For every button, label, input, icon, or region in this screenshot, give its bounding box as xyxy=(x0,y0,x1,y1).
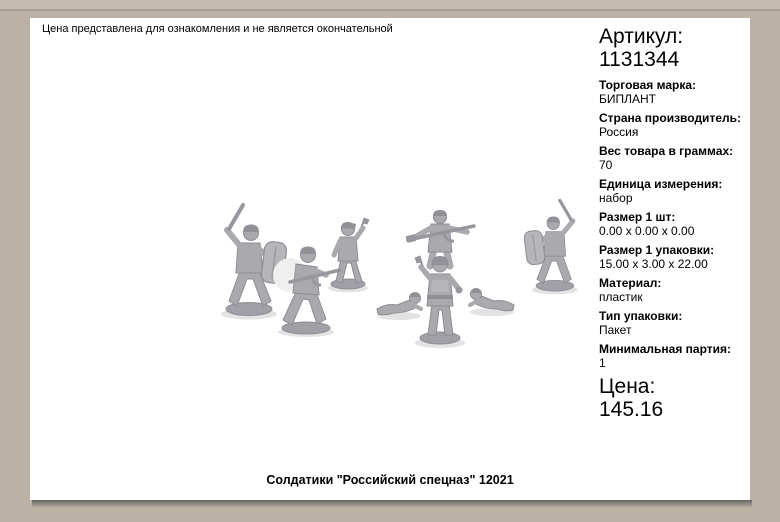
attribute-row xyxy=(599,177,747,205)
attribute-row xyxy=(599,276,747,304)
attribute-label: Торговая марка: xyxy=(599,78,697,92)
soldier-pistol-standing xyxy=(328,218,369,293)
attribute-value: БИПЛАНТ xyxy=(599,92,656,106)
attribute-label: Минимальная партия: xyxy=(599,342,731,356)
attribute-value: пластик xyxy=(599,290,643,304)
attribute-row xyxy=(599,210,747,238)
attribute-label: Материал: xyxy=(599,276,662,290)
attribute-label: Вес товара в граммах: xyxy=(599,144,734,158)
attribute-row xyxy=(599,111,747,139)
attribute-row xyxy=(599,243,747,271)
attribute-label: Страна производитель: xyxy=(599,111,741,125)
price-label: Цена: xyxy=(599,375,656,398)
toy-soldiers-illustration xyxy=(210,196,590,348)
product-details xyxy=(599,25,747,421)
background-top-strip xyxy=(0,0,780,11)
price-disclaimer: Цена представлена для ознакомления и не является окончательной xyxy=(42,23,393,35)
attribute-label: Единица измерения: xyxy=(599,177,723,191)
article-value: 1131344 xyxy=(599,48,680,71)
attribute-row xyxy=(599,309,747,337)
attribute-value: 0.00 x 0.00 x 0.00 xyxy=(599,224,695,238)
attribute-value: Россия xyxy=(599,125,639,139)
product-caption: Солдатики "Российский спецназ" 12021 xyxy=(266,473,514,487)
attribute-value: 70 xyxy=(599,158,613,172)
price-block xyxy=(599,375,747,421)
attribute-label: Размер 1 шт: xyxy=(599,210,676,224)
soldier-crawling-right xyxy=(470,289,514,317)
attribute-value: 15.00 x 3.00 x 22.00 xyxy=(599,257,708,271)
attribute-row xyxy=(599,144,747,172)
attribute-value: набор xyxy=(599,191,633,205)
product-photo xyxy=(210,196,590,348)
attribute-value: Пакет xyxy=(599,323,632,337)
attribute-label: Тип упаковки: xyxy=(599,309,683,323)
attribute-value: 1 xyxy=(599,356,606,370)
card-shadow xyxy=(32,500,752,508)
soldier-commander-center xyxy=(415,256,465,348)
attribute-row xyxy=(599,78,747,106)
article-block xyxy=(599,25,747,71)
soldier-crawling-left xyxy=(377,293,421,321)
soldier-riot-right xyxy=(523,200,577,294)
soldier-riot-left xyxy=(221,205,287,320)
article-label: Артикул: xyxy=(599,25,684,48)
attribute-label: Размер 1 упаковки: xyxy=(599,243,715,257)
price-value: 145.16 xyxy=(599,398,664,421)
product-card xyxy=(30,18,750,500)
attribute-row xyxy=(599,342,747,370)
